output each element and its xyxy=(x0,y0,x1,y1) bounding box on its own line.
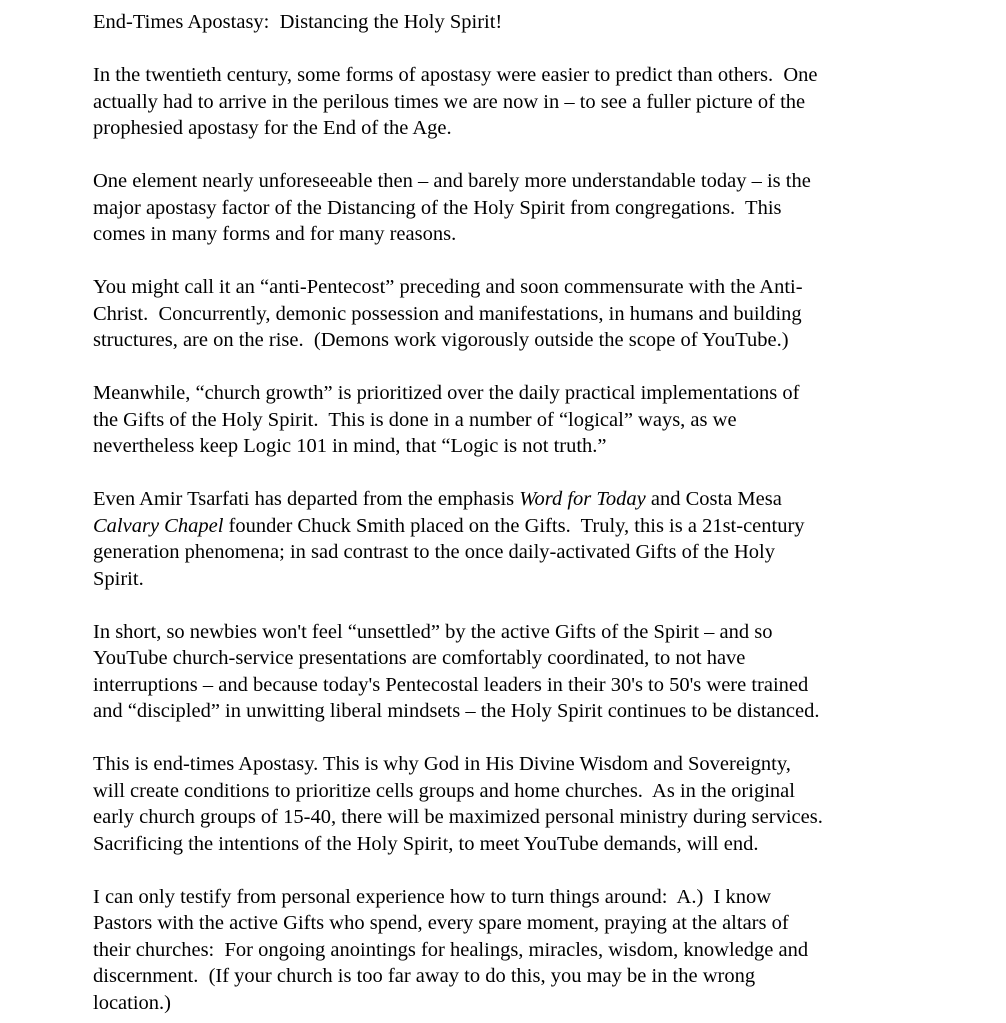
paragraph-line: Sacrificing the intentions of the Holy Spirit, to meet YouTube demands, will end. xyxy=(93,832,759,855)
paragraph-line: structures, are on the rise. (Demons work vigorously outside the scope of YouTube.) xyxy=(93,329,789,351)
paragraph-line: will create conditions to prioritize cells groups and home churches. As in the original xyxy=(93,779,795,802)
church-name: Calvary Chapel xyxy=(93,514,224,537)
paragraph-line: generation phenomena; in sad contrast to the once daily-activated Gifts of the Holy xyxy=(93,541,775,563)
paragraph-1 xyxy=(93,62,998,142)
paragraph-text: founder Chuck Smith placed on the Gifts. Truly, this is a 21st-century xyxy=(223,514,805,537)
paragraph-line: This is end-times Apostasy. This is why God in His Divine Wisdom and Sovereignty, xyxy=(93,753,791,775)
paragraph-6 xyxy=(93,619,998,725)
paragraph-line: Pastors with the active Gifts who spend, every spare moment, praying at the altars of xyxy=(93,912,789,934)
document-title xyxy=(93,9,998,36)
paragraph-line: actually had to arrive in the perilous times we are now in – to see a fuller picture of the xyxy=(93,90,806,113)
paragraph-line: prophesied apostasy for the End of the Age. xyxy=(93,117,452,139)
paragraph-line: location.) xyxy=(93,991,171,1014)
paragraph-line: Meanwhile, “church growth” is prioritized over the daily practical implementations of xyxy=(93,382,800,404)
paragraph-3 xyxy=(93,274,998,354)
publication-title: Word for Today xyxy=(519,488,646,510)
paragraph-line: the Gifts of the Holy Spirit. This is done in a number of “logical” ways, as we xyxy=(93,408,737,431)
paragraph-line: their churches: For ongoing anointings for healings, miracles, wisdom, knowledge and xyxy=(93,938,809,961)
paragraph-line: YouTube church-service presentations are comfortably coordinated, to not have xyxy=(93,647,746,669)
paragraph-line: In the twentieth century, some forms of apostasy were easier to predict than others. One xyxy=(93,64,818,86)
paragraph-line: Spirit. xyxy=(93,567,144,590)
paragraph-line: nevertheless keep Logic 101 in mind, that “Logic is not truth.” xyxy=(93,435,607,457)
title-line: End-Times Apostasy: Distancing the Holy Spirit! xyxy=(93,11,503,33)
paragraph-line: Christ. Concurrently, demonic possession and manifestations, in humans and building xyxy=(93,302,802,325)
paragraph-line: discernment. (If your church is too far away to do this, you may be in the wrong xyxy=(93,965,756,987)
paragraph-line: and “discipled” in unwitting liberal mindsets – the Holy Spirit continues to be distanced. xyxy=(93,700,820,722)
paragraph-line xyxy=(93,486,998,513)
paragraph-line: In short, so newbies won't feel “unsettled” by the active Gifts of the Spirit – and so xyxy=(93,620,773,643)
paragraph-line: major apostasy factor of the Distancing of the Holy Spirit from congregations. This xyxy=(93,196,782,219)
paragraph-8 xyxy=(93,884,998,1017)
paragraph-4 xyxy=(93,380,998,460)
paragraph-text: and Costa Mesa xyxy=(645,488,782,510)
document-page xyxy=(93,9,998,1016)
paragraph-line: You might call it an “anti-Pentecost” preceding and soon commensurate with the Anti- xyxy=(93,276,803,298)
paragraph-5 xyxy=(93,486,998,592)
paragraph-line: I can only testify from personal experience how to turn things around: A.) I know xyxy=(93,885,772,908)
paragraph-line: interruptions – and because today's Pentecostal leaders in their 30's to 50's were trained xyxy=(93,673,809,696)
paragraph-line: early church groups of 15-40, there will be maximized personal ministry during services. xyxy=(93,806,823,828)
paragraph-7 xyxy=(93,751,998,857)
paragraph-2 xyxy=(93,168,998,248)
paragraph-text: Even Amir Tsarfati has departed from the emphasis xyxy=(93,488,520,510)
paragraph-line xyxy=(93,513,998,540)
paragraph-line: One element nearly unforeseeable then – and barely more understandable today – is the xyxy=(93,170,811,192)
paragraph-line: comes in many forms and for many reasons. xyxy=(93,223,457,245)
